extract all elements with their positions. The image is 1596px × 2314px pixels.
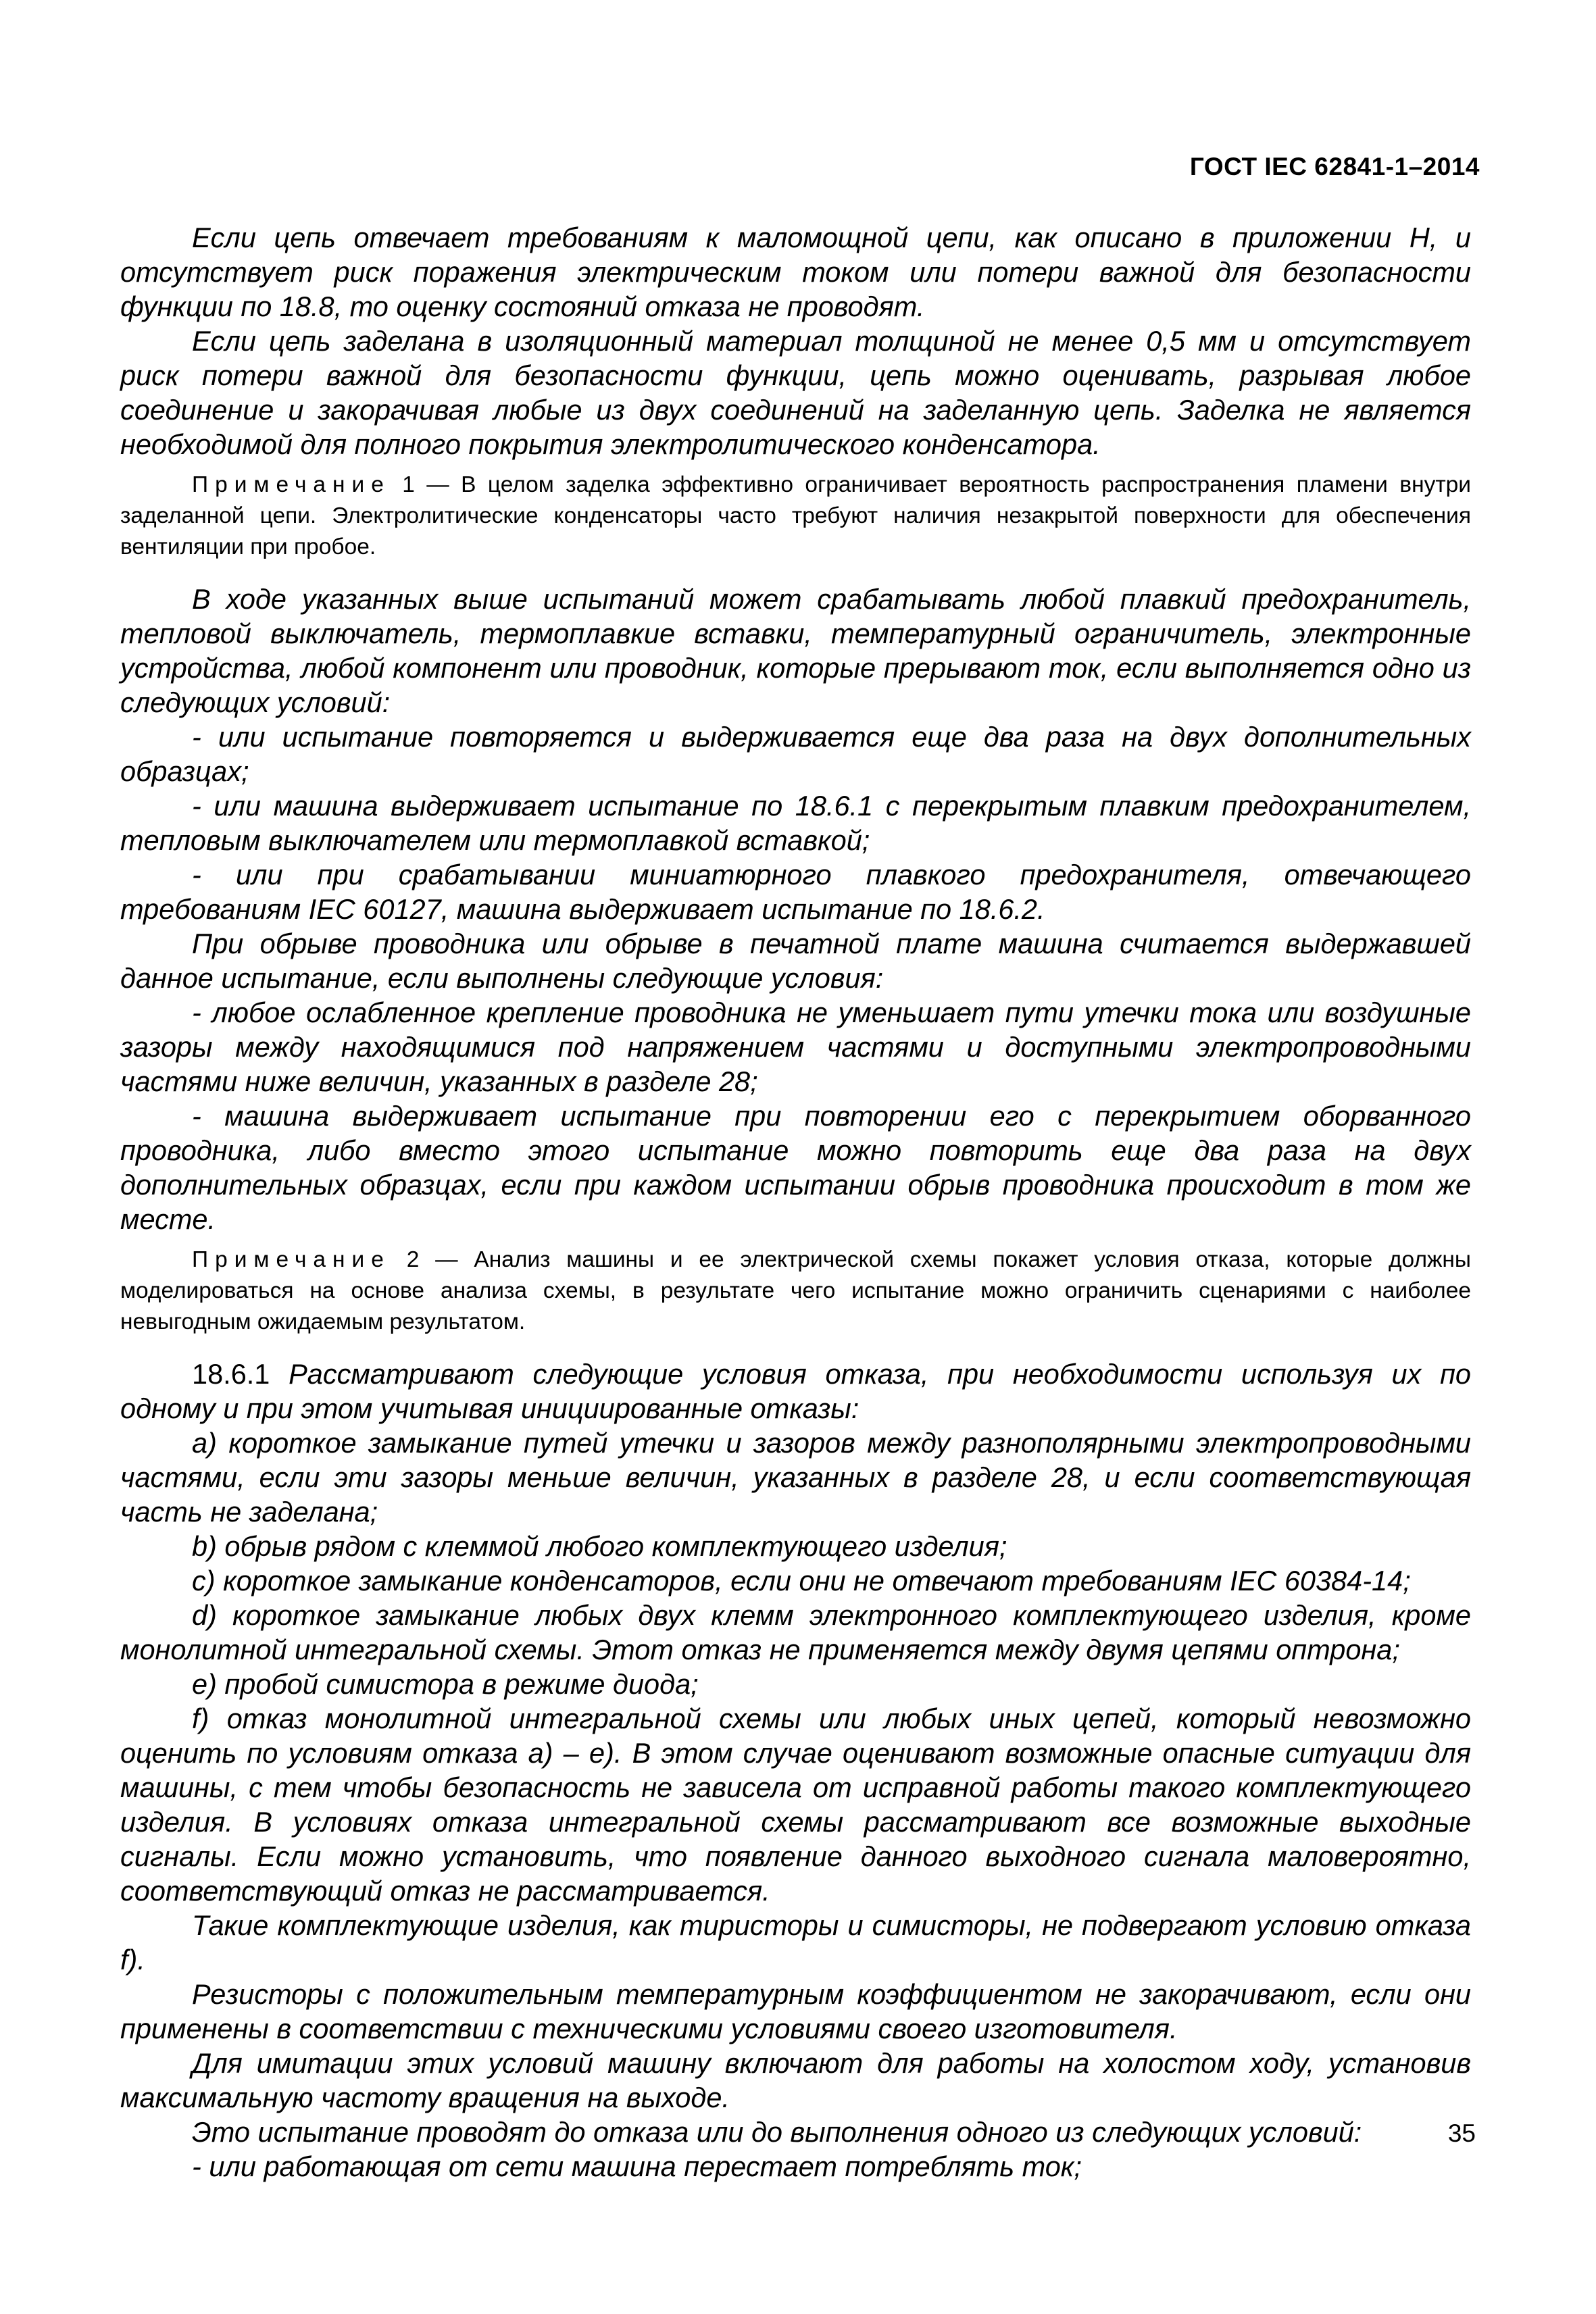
note-1: [120, 470, 1471, 563]
paragraph: Для имитации этих условий машину включают для работы на холостом ходу, установив максимальную частоту вращения на выходе.: [120, 2047, 1471, 2113]
list-item: b) обрыв рядом с клеммой любого комплектующего изделия;: [192, 1530, 1007, 1562]
section-paragraph: [120, 1357, 1471, 1426]
paragraph: Это испытание проводят до отказа или до выполнения одного из следующих условий:: [192, 2116, 1362, 2148]
list-item: - или машина выдерживает испытание по 18.6.1 с перекрытым плавким предохранителем, тепловым выключателем или термоплавкой вставкой;: [120, 790, 1471, 856]
document-body: [120, 220, 1471, 2184]
paragraph: При обрыве проводника или обрыве в печатной плате машина считается выдержавшей данное испытание, если выполнены следующие условия:: [120, 928, 1471, 994]
list-item: d) короткое замыкание любых двух клемм электронного комплектующего изделия, кроме монолитной интегральной схемы. Этот отказ не применяется между двумя цепями оптрона;: [120, 1599, 1471, 1665]
paragraph: Такие комплектующие изделия, как тиристоры и симисторы, не подвергают условию отказа f).: [120, 1909, 1471, 1976]
paragraph: Резисторы с положительным температурным коэффициентом не закорачивают, если они применены в соответствии с техническими условиями своего изготовителя.: [120, 1978, 1471, 2044]
list-item: - или работающая от сети машина перестает потреблять ток;: [192, 2150, 1082, 2182]
paragraph: Если цепь заделана в изоляционный материал толщиной не менее 0,5 мм и отсутствует риск потери важной для безопасности функции, цепь можно оценивать, разрывая любое соединение и закорачивая любые из двух соединений на заделанную цепь. Заделка не является необходимой для полного покрытия электролитического конденсатора.: [120, 325, 1471, 460]
note-2: [120, 1244, 1471, 1338]
note-text: 2 — Анализ машины и ее электрической схемы покажет условия отказа, которые должны моделироваться на основе анализа схемы, в результате чего испытание можно ограничить сценариями с наиболее невыгодным ожидаемым результатом.: [120, 1247, 1471, 1334]
paragraph: В ходе указанных выше испытаний может срабатывать любой плавкий предохранитель, тепловой выключатель, термоплавкие вставки, температурный ограничитель, электронные устройства, любой компонент или проводник, которые прерывают ток, если выполняется одно из следующих условий:: [120, 583, 1471, 718]
section-number: 18.6.1: [192, 1358, 270, 1390]
section-text: Рассматривают следующие условия отказа, при необходимости используя их по одному и при этом учитывая инициированные отказы:: [120, 1358, 1471, 1424]
list-item: а) короткое замыкание путей утечки и зазоров между разнополярными электропроводными частями, если эти зазоры меньше величин, указанных в разделе 28, и если соответствующая часть не заделана;: [120, 1427, 1471, 1528]
list-item: - или при срабатывании миниатюрного плавкого предохранителя, отвечающего требованиям IEC 60127, машина выдерживает испытание по 18.6.2.: [120, 859, 1471, 925]
note-label: Примечание: [192, 1247, 391, 1272]
list-item: f) отказ монолитной интегральной схемы или любых иных цепей, который невозможно оценить по условиям отказа а) – е). В этом случае оценивают возможные опасные ситуации для машины, с тем чтобы безопасность не зависела от исправной работы такого комплектующего изделия. В условиях отказа интегральной схемы рассматривают все возможные выходные сигналы. Если можно установить, что появление данного выходного сигнала маловероятно, соответствующий отказ не рассматривается.: [120, 1703, 1471, 1907]
page-number: 35: [1447, 2119, 1476, 2147]
paragraph: Если цепь отвечает требованиям к маломощной цепи, как описано в приложении Н, и отсутствует риск поражения электрическим током или потери важной для безопасности функции по 18.8, то оценку состояний отказа не проводят.: [120, 222, 1471, 322]
list-item: - или испытание повторяется и выдерживается еще два раза на двух дополнительных образцах;: [120, 721, 1471, 787]
list-item: е) пробой симистора в режиме диода;: [192, 1668, 699, 1700]
list-item: - любое ослабленное крепление проводника не уменьшает пути утечки тока или воздушные зазоры между находящимися под напряжением частями и доступными электропроводными частями ниже величин, указанных в разделе 28;: [120, 997, 1471, 1097]
list-item: - машина выдерживает испытание при повторении его с перекрытием оборванного проводника, либо вместо этого испытание можно повторить еще два раза на двух дополнительных образцах, если при каждом испытании обрыв проводника происходит в том же месте.: [120, 1100, 1471, 1235]
note-text: 1 — В целом заделка эффективно ограничивает вероятность распространения пламени внутри заделанной цепи. Электролитические конденсаторы часто требуют наличия незакрытой поверхности для обеспечения вентиляции при пробое.: [120, 472, 1472, 559]
document-id-header: ГОСТ IEC 62841-1–2014: [1189, 153, 1480, 180]
note-label: Примечание: [192, 472, 391, 497]
list-item: c) короткое замыкание конденсаторов, если они не отвечают требованиям IEC 60384-14;: [192, 1565, 1411, 1596]
